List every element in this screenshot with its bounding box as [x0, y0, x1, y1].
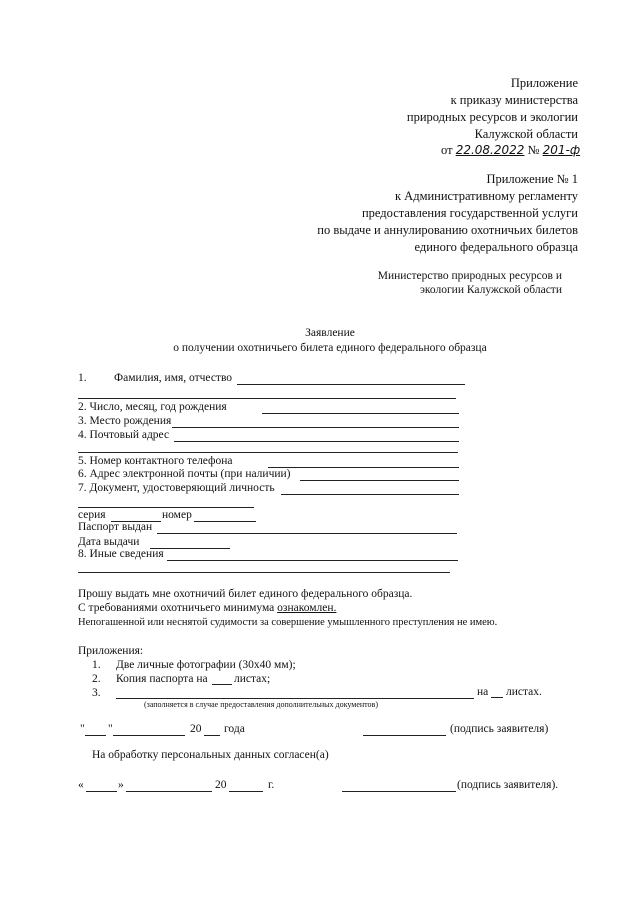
attachment-3-suffix: листах.	[506, 686, 542, 698]
field-email-line[interactable]	[300, 480, 459, 481]
order-date-prefix: от	[441, 143, 453, 157]
order-number-prefix: №	[527, 143, 540, 157]
consent-signature-label: (подпись заявителя).	[457, 779, 559, 791]
signature-date-quote-open: "	[80, 723, 85, 735]
field-birthplace-label: 3. Место рождения	[78, 415, 172, 427]
field-address-label: 4. Почтовый адрес	[78, 429, 170, 441]
field-birthplace-line[interactable]	[172, 427, 459, 428]
field-email-label: 6. Адрес электронной почты (при наличии)	[78, 468, 291, 480]
attachments-header: Приложения:	[78, 645, 144, 657]
signature-year-prefix: 20	[190, 723, 202, 735]
attachment-3-line[interactable]	[116, 698, 474, 699]
attachment-2-suffix: листах;	[234, 673, 271, 685]
addressee-line1: Министерство природных ресурсов и	[377, 270, 562, 282]
field-issue-date-label: Дата выдачи	[78, 536, 140, 548]
appendix-order-line1: Приложение	[510, 76, 578, 90]
signature-line[interactable]	[363, 735, 446, 736]
consent-month-line[interactable]	[126, 791, 212, 792]
field-number-label: номер	[162, 509, 192, 521]
field-passport-issued-label: Паспорт выдан	[78, 521, 153, 533]
field-phone-line[interactable]	[268, 467, 459, 468]
order-number-value: 201-ф	[542, 143, 581, 157]
field-phone-label: 5. Номер контактного телефона	[78, 455, 233, 467]
field-birthdate-label: 2. Число, месяц, год рождения	[78, 401, 227, 413]
consent-year-suffix: г.	[268, 779, 275, 791]
field-id-document-line-2[interactable]	[78, 507, 254, 508]
field-birthdate-line[interactable]	[262, 413, 459, 414]
signature-year-line[interactable]	[204, 735, 220, 736]
signature-day-line[interactable]	[85, 735, 106, 736]
attachment-3-note: (заполняется в случае предоставления дополнительных документов)	[144, 700, 378, 709]
request-line2-text: С требованиями охотничьего минимума	[78, 602, 275, 614]
appendix-reg-line5: единого федерального образца	[414, 240, 578, 254]
attachment-1-label: Две личные фотографии (30х40 мм);	[116, 659, 296, 671]
attachment-1-number: 1.	[92, 659, 101, 671]
field-1-number: 1.	[78, 372, 87, 384]
request-line2	[78, 602, 336, 614]
order-date-value: 22.08.2022	[455, 143, 525, 157]
addressee-line2: экологии Калужской области	[419, 284, 562, 296]
attachment-2-number: 2.	[92, 673, 101, 685]
field-id-document-line[interactable]	[281, 494, 459, 495]
attachment-2-pages-line[interactable]	[212, 684, 232, 685]
consent-year-prefix: 20	[215, 779, 227, 791]
field-fio-line[interactable]	[237, 384, 465, 385]
signature-label: (подпись заявителя)	[450, 723, 549, 735]
appendix-order-line3: природных ресурсов и экологии	[406, 110, 578, 124]
field-address-line-2[interactable]	[78, 452, 458, 453]
consent-day-line[interactable]	[86, 791, 117, 792]
appendix-reg-line2: к Административному регламенту	[394, 189, 578, 203]
appendix-reg-line3: предоставления государственной услуги	[361, 206, 578, 220]
signature-month-line[interactable]	[113, 735, 185, 736]
attachment-3-on: на	[477, 686, 489, 698]
document-title: Заявление	[305, 327, 355, 339]
consent-date-quote-open: «	[78, 779, 84, 791]
field-id-document-label: 7. Документ, удостоверяющий личность	[78, 482, 275, 494]
order-date-row	[441, 143, 580, 158]
request-acknowledged: ознакомлен.	[277, 602, 337, 614]
consent-signature-line[interactable]	[342, 791, 456, 792]
attachment-2-label: Копия паспорта на	[116, 673, 208, 685]
request-line3: Непогашенной или неснятой судимости за совершение умышленного преступления не имею.	[78, 617, 498, 628]
appendix-reg-line1: Приложение № 1	[486, 172, 578, 186]
document-subtitle: о получении охотничьего билета единого федерального образца	[173, 342, 487, 354]
consent-text: На обработку персональных данных согласен(а)	[92, 749, 329, 761]
field-fio-line-2[interactable]	[78, 398, 456, 399]
field-number-line[interactable]	[194, 521, 256, 522]
appendix-order-line2: к приказу министерства	[450, 93, 578, 107]
field-other-line-2[interactable]	[78, 572, 450, 573]
attachment-3-number: 3.	[92, 687, 101, 699]
field-fio-label: Фамилия, имя, отчество	[114, 372, 233, 384]
signature-year-suffix: года	[224, 723, 245, 735]
attachment-3-pages-line[interactable]	[491, 697, 503, 698]
appendix-order-line4: Калужской области	[474, 127, 578, 141]
consent-year-line[interactable]	[229, 791, 263, 792]
field-other-line[interactable]	[167, 560, 458, 561]
field-passport-issued-line[interactable]	[157, 533, 457, 534]
signature-date-quote-close: "	[108, 723, 113, 735]
request-line1: Прошу выдать мне охотничий билет единого федерального образца.	[78, 588, 413, 600]
field-address-line[interactable]	[174, 441, 459, 442]
field-series-label: серия	[78, 509, 106, 521]
appendix-reg-line4: по выдаче и аннулированию охотничьих билетов	[317, 223, 578, 237]
field-other-label: 8. Иные сведения	[78, 548, 164, 560]
consent-date-quote-close: »	[118, 779, 124, 791]
